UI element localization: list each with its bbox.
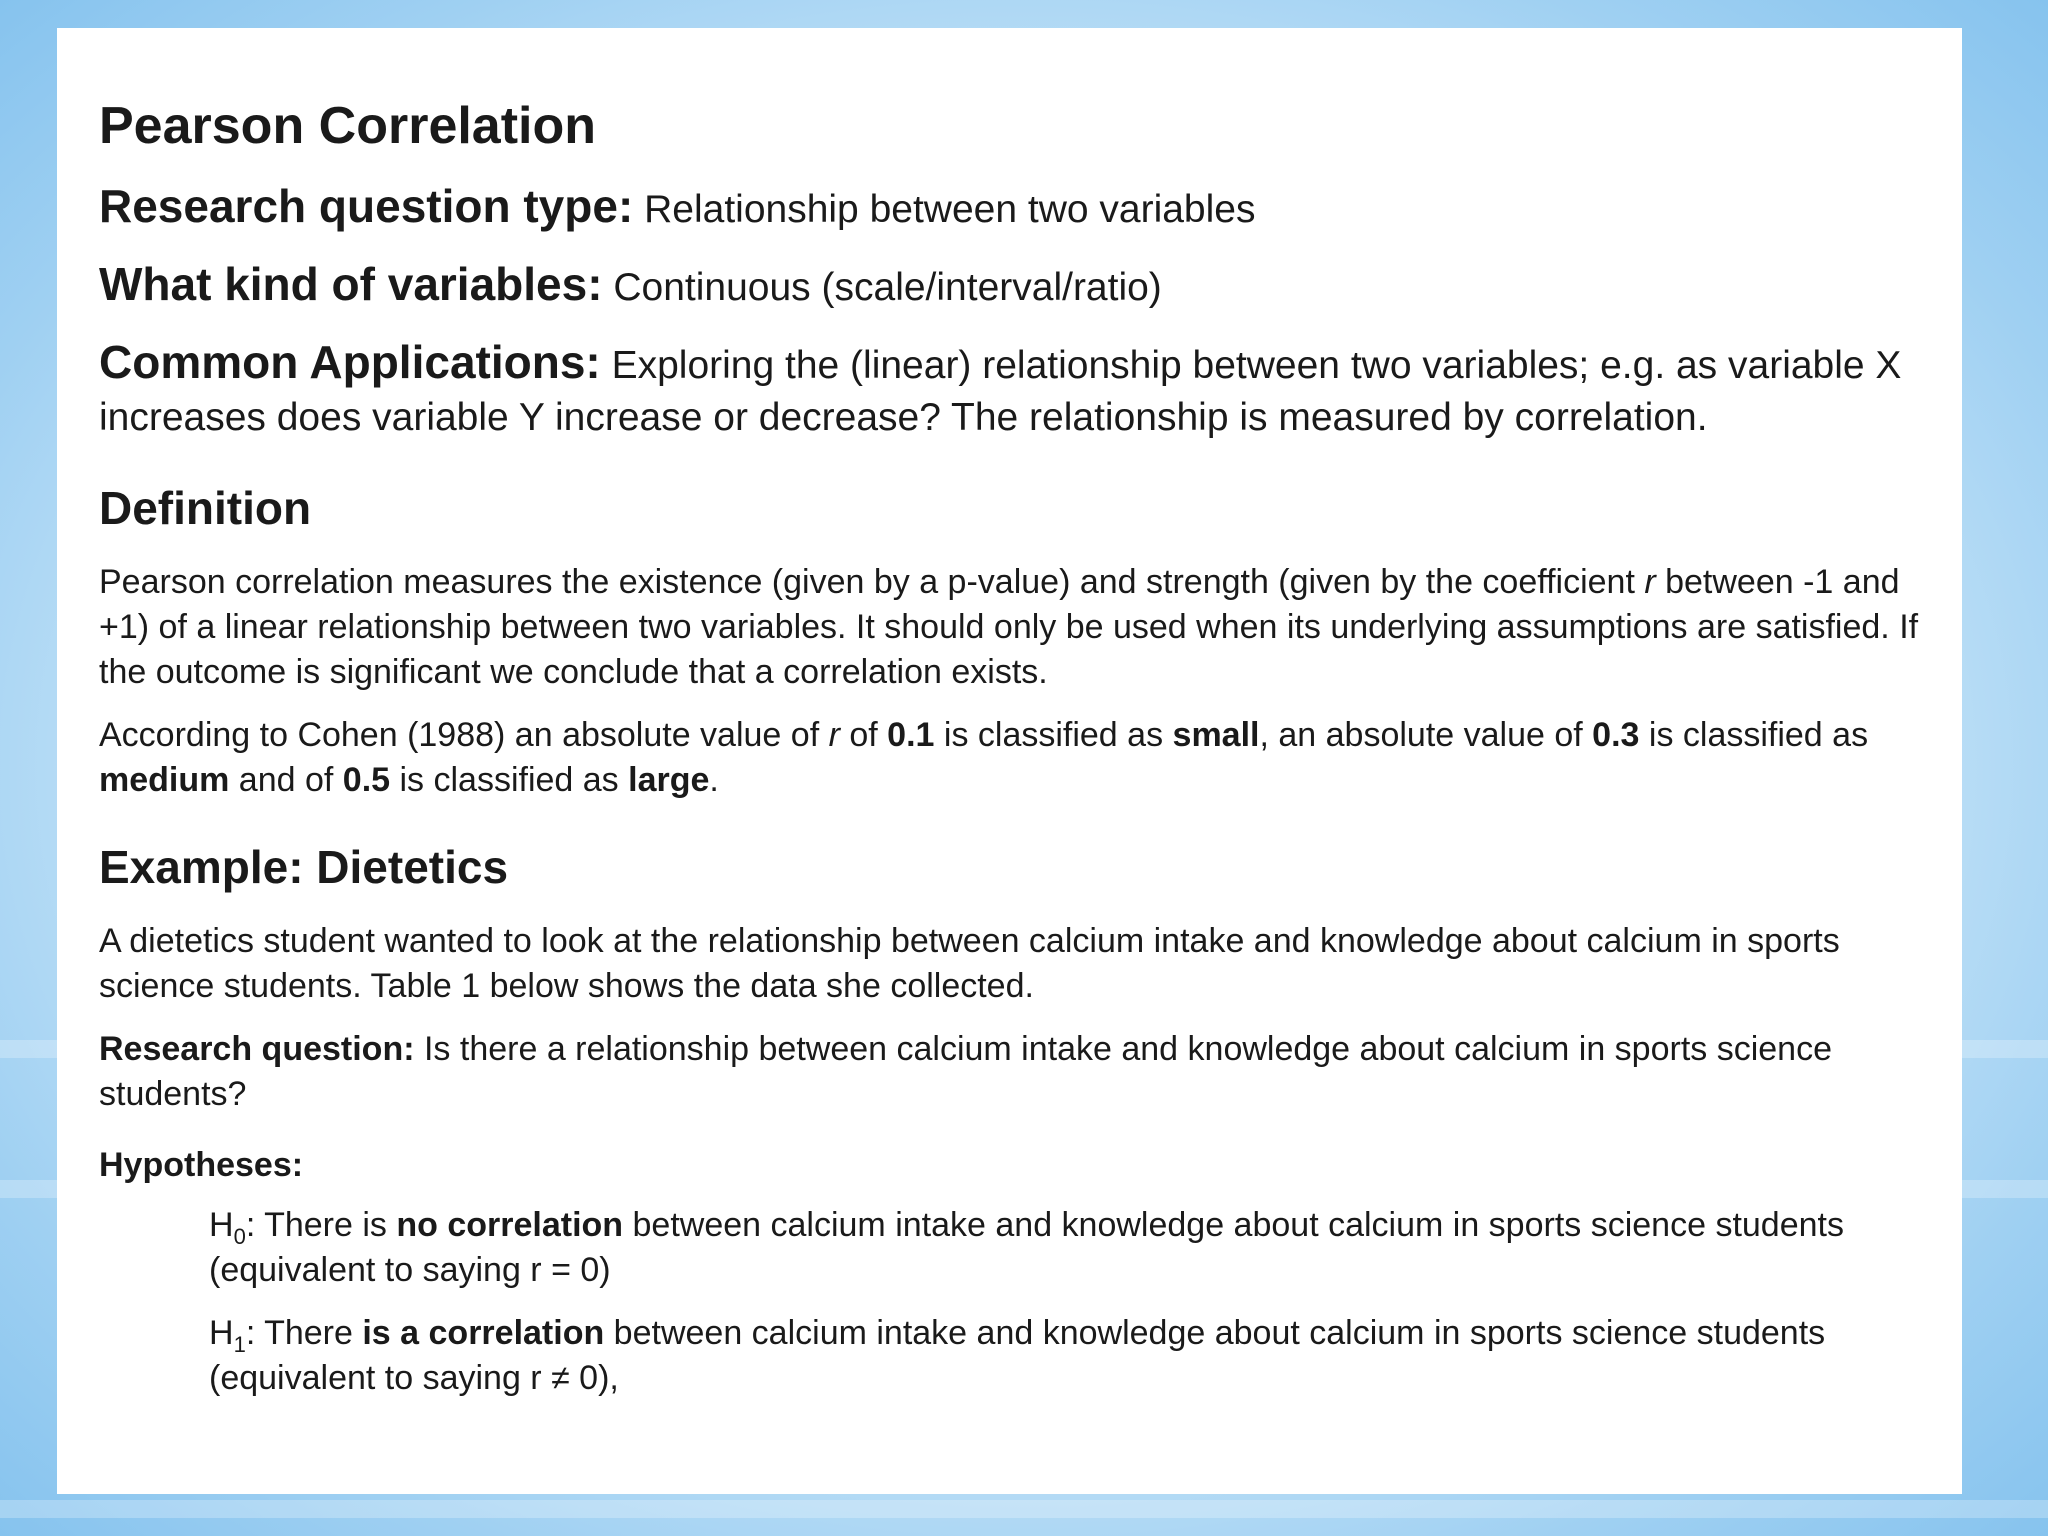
null-hypothesis: [209, 1203, 1962, 1293]
page-title: Pearson Correlation: [99, 97, 597, 155]
text-segment: According to Cohen (1988) an absolute value of: [99, 716, 829, 754]
text-segment: of: [839, 716, 888, 754]
research-question-label: Research question:: [99, 1030, 415, 1068]
research-question: [99, 1027, 1959, 1117]
hypothesis-symbol: H: [209, 1314, 234, 1352]
example-paragraph: A dietetics student wanted to look at the relationship between calcium intake and knowledge about calcium in sports science students. Table 1 below shows the data she collected.: [99, 922, 1840, 1005]
definition-paragraph: [99, 560, 1959, 695]
hypothesis-subscript: 1: [233, 1331, 246, 1357]
research-question-text: Is there a relationship between calcium intake and knowledge about calcium in sports science students?: [99, 1030, 1832, 1113]
r-symbol: r: [828, 716, 840, 754]
document-page: [57, 28, 1962, 1494]
text-segment: is classified as: [390, 761, 629, 799]
field-label: Common Applications:: [99, 336, 601, 388]
field-value: Exploring the (linear) relationship between two variables; e.g. as variable X increases does variable Y increase or decrease? The relationship is measured by correlation.: [99, 344, 1902, 439]
definition-heading: Definition: [99, 482, 312, 534]
emphasis: no correlation: [396, 1206, 624, 1244]
text-segment: between calcium intake and knowledge about calcium in sports science students (equivalent to saying r = 0): [209, 1206, 1844, 1289]
background-stripe: [0, 1500, 2048, 1518]
alternative-hypothesis: [209, 1311, 1962, 1401]
size-label: large: [628, 761, 710, 799]
text-segment: Pearson correlation measures the existence (given by a p-value) and strength (given by the coefficient: [99, 563, 1645, 601]
example-heading: Example: Dietetics: [99, 841, 509, 893]
text-segment: : There: [245, 1314, 363, 1352]
hypothesis-subscript: 0: [233, 1223, 246, 1249]
text-segment: between calcium intake and knowledge about calcium in sports science students (equivalent to saying r ≠ 0),: [209, 1314, 1826, 1397]
field-value: Continuous (scale/interval/ratio): [613, 266, 1162, 309]
cohen-paragraph: [99, 713, 1959, 803]
text-segment: , an absolute value of: [1259, 716, 1593, 754]
text-segment: and of: [229, 761, 343, 799]
text-segment: is classified as: [1639, 716, 1869, 754]
threshold-value: 0.1: [887, 716, 935, 754]
text-segment: is classified as: [934, 716, 1173, 754]
common-applications: [99, 336, 1959, 444]
hypothesis-symbol: H: [209, 1206, 234, 1244]
field-label: What kind of variables:: [99, 258, 603, 310]
field-value: Relationship between two variables: [644, 188, 1256, 231]
text-segment: .: [709, 761, 719, 799]
field-label: Research question type:: [99, 180, 634, 232]
size-label: medium: [99, 761, 230, 799]
emphasis: is a correlation: [362, 1314, 605, 1352]
threshold-value: 0.3: [1592, 716, 1640, 754]
hypotheses-heading: Hypotheses:: [99, 1146, 304, 1184]
r-symbol: r: [1644, 563, 1656, 601]
variable-kind: [99, 258, 1959, 314]
text-segment: : There is: [245, 1206, 397, 1244]
text-segment: between -1 and +1) of a linear relationship between two variables. It should only be used when its underlying assumptions are satisfied. If the outcome is significant we conclude that a correlation exists.: [99, 563, 1919, 691]
size-label: small: [1172, 716, 1260, 754]
research-question-type: [99, 180, 1959, 236]
threshold-value: 0.5: [342, 761, 391, 799]
